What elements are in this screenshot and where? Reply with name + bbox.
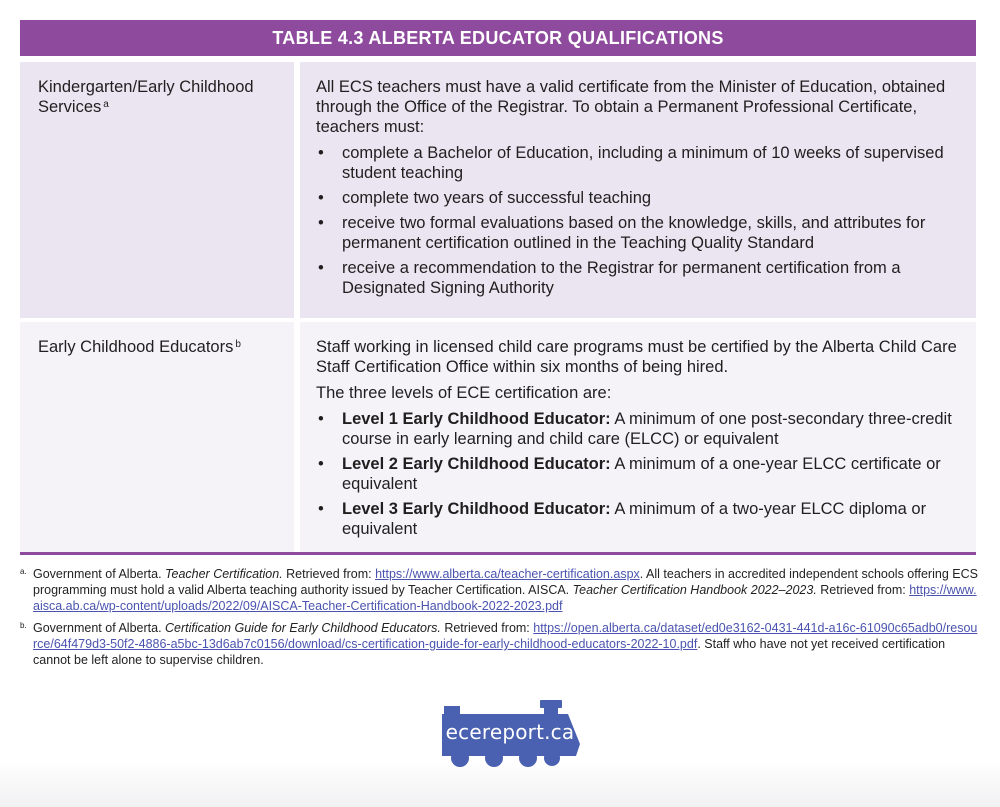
list-item-text: receive a recommendation to the Registrar for permanent certification from a Designated Signing Authority — [342, 259, 901, 297]
level-text: A minimum of one post-secondary three-credit course in early learning and child care (ELCC) or equivalent — [342, 410, 952, 448]
list-item — [316, 258, 962, 298]
footnote-link[interactable]: https://www.alberta.ca/teacher-certification.aspx — [375, 567, 640, 581]
qualifications-table — [20, 62, 976, 552]
bullet-icon: • — [318, 214, 324, 232]
level-label: Level 2 Early Childhood Educator: — [342, 455, 611, 473]
list-item — [316, 409, 962, 449]
bullet-icon: • — [318, 259, 324, 277]
footnote-body — [33, 620, 980, 668]
level-text: A minimum of a two-year ELCC diploma or equivalent — [342, 500, 927, 538]
list-item — [316, 143, 962, 183]
footnote-ref: a — [103, 99, 109, 110]
footnote-title: Teacher Certification Handbook 2022–2023. — [572, 583, 817, 597]
divider — [20, 552, 976, 555]
list-item-text: receive two formal evaluations based on the knowledge, skills, and attributes for permanent certification outlined in the Teaching Quality Standard — [342, 214, 926, 252]
row-label-cell — [20, 62, 294, 318]
table-title — [20, 20, 976, 56]
footnote-text: Retrieved from: — [816, 583, 910, 597]
row-description-cell — [300, 62, 976, 318]
footnote-b — [20, 620, 980, 668]
footnote-text: . Staff who have not yet received certification cannot be left alone to supervise children. — [33, 637, 946, 667]
level-label: Level 1 Early Childhood Educator: — [342, 410, 611, 428]
row-intro-2: The three levels of ECE certification are: — [316, 384, 612, 402]
footnote-link[interactable]: https://open.alberta.ca/dataset/ed0e3162-0431-441d-a16c-61090c65adb0/resource/64f479d3-50f2-4886-a5bc-13d6ab7c0156/download/cs-certification-guide-for-early-childhood-educators-2022-10.pdf — [33, 621, 978, 651]
footnote-text: Retrieved from: — [282, 567, 376, 581]
footnote-title: Certification Guide for Early Childhood Educators. — [165, 621, 441, 635]
footnote-text: . All teachers in accredited independent schools offering ECS programming must hold a valid Alberta teaching authority issued by Teacher Certification. AISCA. — [33, 567, 978, 597]
table-row — [20, 322, 976, 552]
bullet-icon: • — [318, 500, 324, 518]
bullet-icon: • — [318, 189, 324, 207]
list-item — [316, 454, 962, 494]
footnote-mark: b. — [20, 621, 27, 630]
footnote-text: Government of Alberta. — [33, 567, 166, 581]
levels-list — [316, 409, 962, 539]
footnote-mark: a. — [20, 567, 27, 576]
footnote-title: Teacher Certification. — [165, 567, 283, 581]
bullet-icon: • — [318, 455, 324, 473]
list-item — [316, 499, 962, 539]
row-label: Kindergarten/Early Childhood Services — [38, 78, 254, 116]
row-intro: All ECS teachers must have a valid certificate from the Minister of Education, obtained through the Office of the Registrar. To obtain a Permanent Professional Certificate, teachers must: — [316, 78, 946, 136]
list-item-text: complete two years of successful teaching — [342, 189, 652, 207]
level-label: Level 3 Early Childhood Educator: — [342, 500, 611, 518]
row-description-cell — [300, 322, 976, 552]
footnotes — [20, 566, 980, 674]
bullet-icon: • — [318, 410, 324, 428]
row-label-cell — [20, 322, 294, 552]
level-text: A minimum of a one-year ELCC certificate or equivalent — [342, 455, 941, 493]
footnote-text: Retrieved from: — [440, 621, 534, 635]
footnote-text: Government of Alberta. — [33, 621, 166, 635]
footnote-a — [20, 566, 980, 614]
list-item — [316, 188, 962, 208]
table-row — [20, 62, 976, 318]
table-title-text: TABLE 4.3 ALBERTA EDUCATOR QUALIFICATIONS — [272, 27, 724, 48]
footnote-body — [33, 566, 980, 614]
logo-text: ecereport.ca — [445, 720, 575, 744]
list-item — [316, 213, 962, 253]
requirements-list — [316, 143, 962, 298]
ecereport-logo[interactable] — [440, 700, 585, 770]
row-label: Early Childhood Educators — [38, 338, 234, 356]
bullet-icon: • — [318, 144, 324, 162]
list-item-text: complete a Bachelor of Education, including a minimum of 10 weeks of supervised student teaching — [342, 144, 944, 182]
footnote-link[interactable]: https://www.aisca.ab.ca/wp-content/uploads/2022/09/AISCA-Teacher-Certification-Handbook-2022-2023.pdf — [33, 583, 977, 613]
footnote-ref: b — [235, 339, 241, 350]
row-intro: Staff working in licensed child care programs must be certified by the Alberta Child Care Staff Certification Office within six months of being hired. — [316, 338, 957, 376]
